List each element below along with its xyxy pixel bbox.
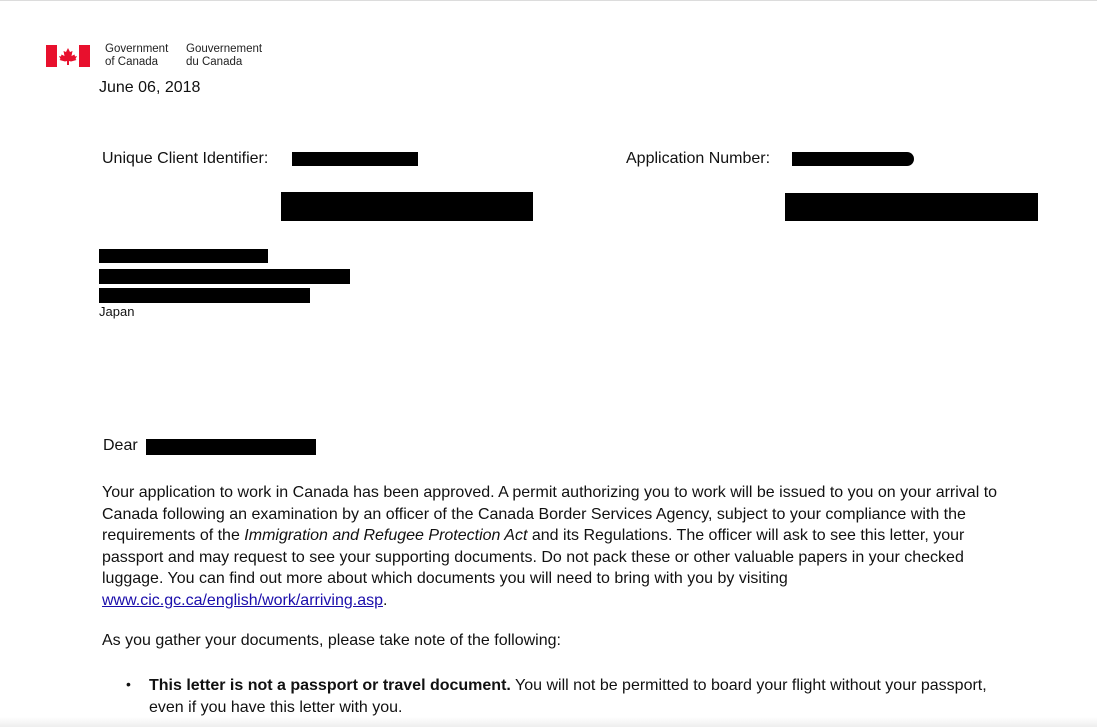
gouvernement-du-canada-wordmark: Gouvernement du Canada [186, 43, 263, 68]
redacted-block-right [785, 193, 1038, 221]
application-number-label: Application Number: [626, 150, 771, 167]
bullet-point-icon: • [126, 676, 131, 692]
bottom-shadow [0, 717, 1097, 727]
bullet-item-passport: This letter is not a passport or travel document. You will not be permitted to board your flight without your passport, even if you have this letter with you. [149, 677, 987, 716]
documents-note-paragraph: As you gather your documents, please take note of the following: [102, 632, 561, 649]
arriving-info-link[interactable]: www.cic.gc.ca/english/work/arriving.asp [102, 591, 383, 609]
salutation: Dear [103, 437, 138, 454]
government-of-canada-wordmark: Government of Canada [105, 43, 169, 68]
canada-flag-icon [46, 45, 90, 67]
approval-paragraph: Your application to work in Canada has been approved. A permit authorizing you to work will be issued to you on your arrival to Canada following an examination by an officer of the Canada Border Services Agency, subject to your compliance with the requirements of the Immigration and Refugee Protection Act and its Regulations. The officer will ask to see this letter, your passport and may request to see your supporting documents. Do not pack these or other valuable papers in your checked luggage. You can find out more about which documents you will need to bring with you by visiting www.cic.gc.ca/english/work/arriving.asp. [102, 484, 998, 609]
redacted-address-line-2 [99, 288, 310, 303]
redacted-recipient-name [146, 439, 316, 455]
redacted-name-line [99, 249, 268, 263]
uci-label: Unique Client Identifier: [102, 150, 269, 167]
letter-date: June 06, 2018 [99, 79, 201, 96]
act-name: Immigration and Refugee Protection Act [244, 527, 528, 545]
redacted-address-line-1 [99, 269, 350, 284]
top-border [0, 0, 1097, 1]
address-country: Japan [99, 304, 135, 319]
redacted-application-number [792, 152, 914, 166]
redacted-block-left [281, 192, 533, 221]
redacted-uci [292, 152, 418, 166]
